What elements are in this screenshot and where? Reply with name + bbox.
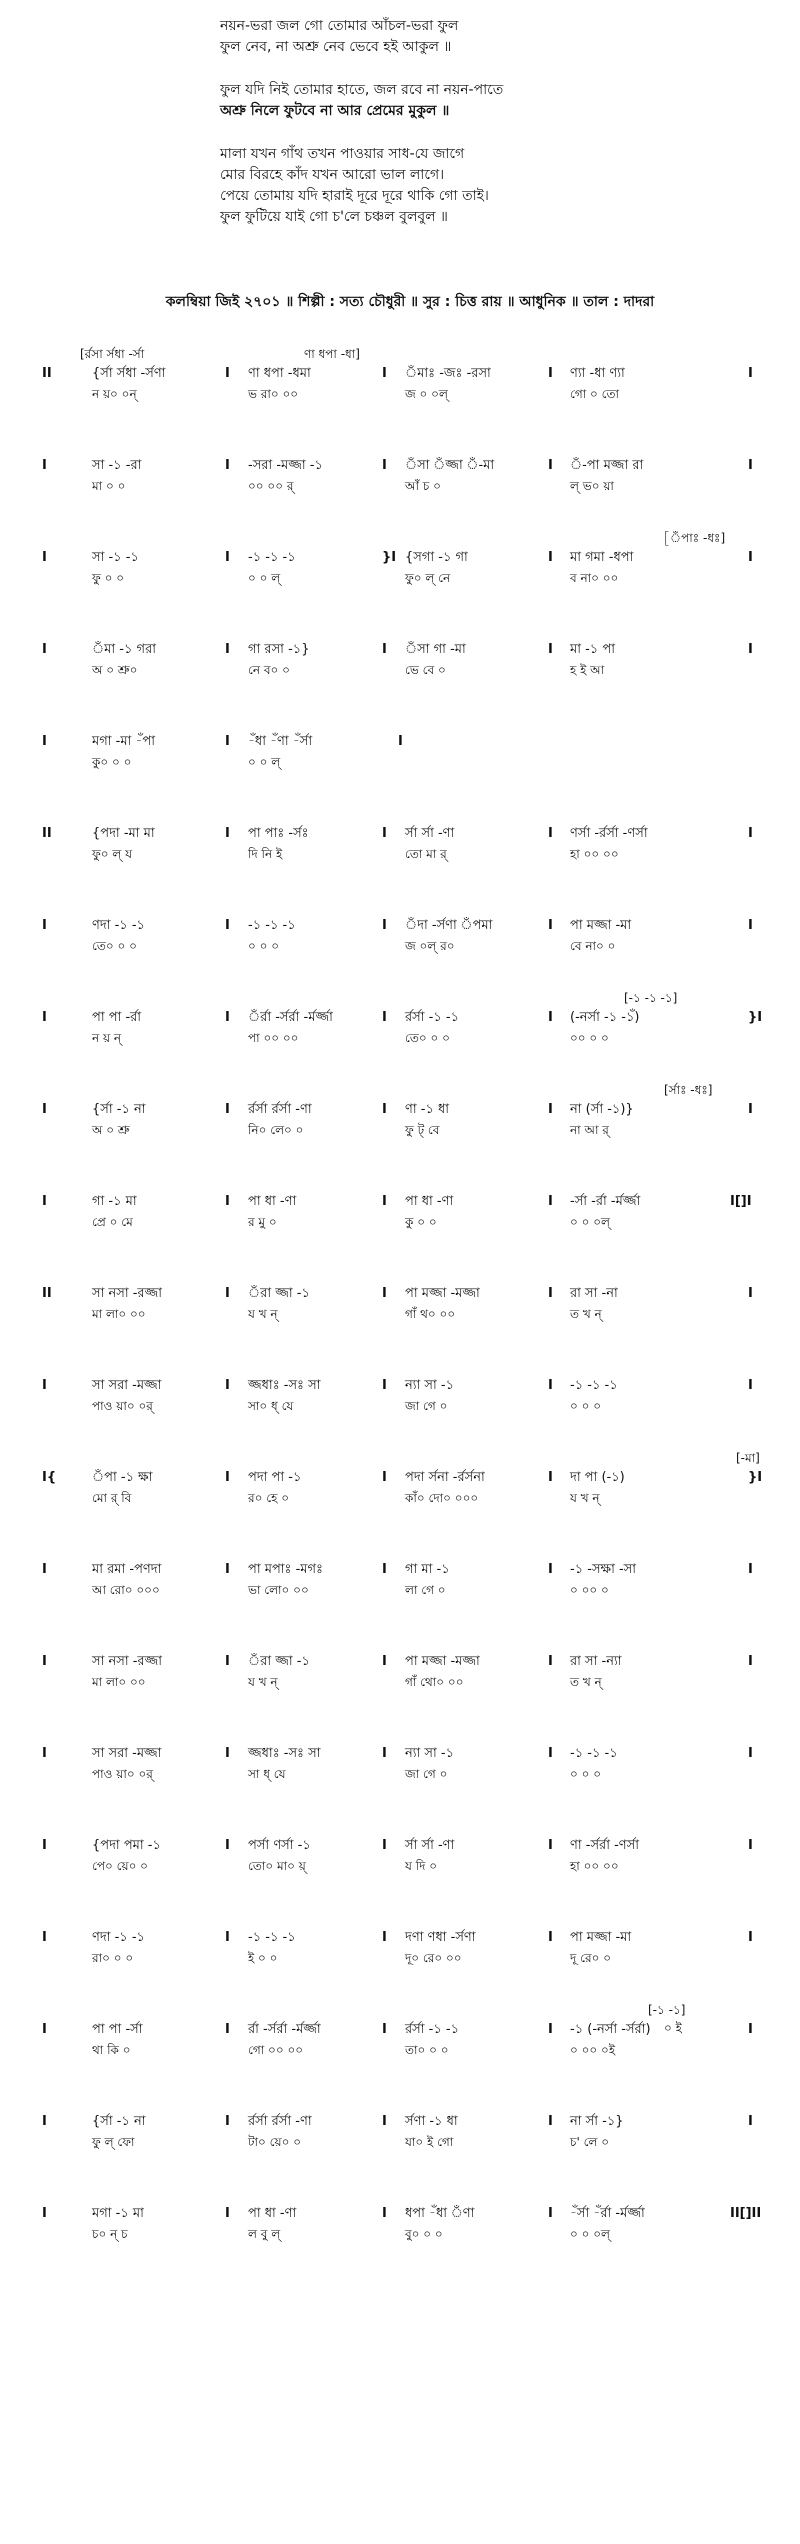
lyric-cell: ন য় ন্ bbox=[92, 1031, 122, 1045]
bar-line-end: I bbox=[748, 826, 753, 841]
bar-line: I bbox=[548, 2206, 553, 2221]
variant-annotation: [র্সাঃ -ধঃ] bbox=[664, 1083, 713, 1097]
bar-line: I bbox=[225, 1562, 230, 1577]
bar-line: I bbox=[382, 1838, 387, 1853]
bar-line-end: I bbox=[748, 1378, 753, 1393]
swara-cell: {সগা -১ গা bbox=[405, 550, 468, 565]
bar-line-end: }I bbox=[748, 1010, 763, 1025]
bar-line: I bbox=[548, 458, 553, 473]
swara-cell: ণা -১ ধা bbox=[405, 1102, 450, 1117]
swara-cell: পা মজ্জা -মজ্জা bbox=[405, 1286, 480, 1301]
swara-cell: পা পা -র্সা bbox=[92, 2022, 143, 2037]
lyric-cell: ০ ০ ০ল্ bbox=[570, 2227, 610, 2241]
lyric-cell: সা ধ্ যে bbox=[248, 1767, 286, 1781]
bar-line: I bbox=[548, 642, 553, 657]
swara-cell: ণর্সা -র্রর্সা -ণর্সা bbox=[570, 826, 648, 841]
swara-cell: পা মজ্জা -মা bbox=[570, 918, 632, 933]
lyric-cell: ০ ০০ ০ই bbox=[570, 2043, 616, 2057]
bar-line: I bbox=[382, 2206, 387, 2221]
swara-cell: গা -১ মা bbox=[92, 1194, 137, 1209]
swara-cell: -র্সা -র্রা -র্মর্জ্জা bbox=[570, 1194, 641, 1209]
swara-cell: সা -১ -রা bbox=[92, 458, 142, 473]
bar-line: I bbox=[225, 1746, 230, 1761]
bar-line-end: I bbox=[748, 1746, 753, 1761]
bar-line: I bbox=[548, 1470, 553, 1485]
lyric-cell: গো ০ তো bbox=[570, 387, 619, 401]
bar-line-end: I bbox=[748, 458, 753, 473]
variant-annotation: ০ ই bbox=[664, 2021, 682, 2035]
lyric-cell: অ ০ শ্রু০ bbox=[92, 663, 138, 677]
lyric-cell: আ রো০ ০০০ bbox=[92, 1583, 160, 1597]
lyric-cell: ভা লো০ ০০ bbox=[248, 1583, 309, 1597]
swara-cell: রা সা -না bbox=[570, 1286, 618, 1301]
lyric-cell: হা ০০ ০০ bbox=[570, 1859, 619, 1873]
bar-line-start: I bbox=[42, 1562, 47, 1577]
bar-line: }I bbox=[382, 550, 397, 565]
bar-line: I bbox=[548, 1378, 553, 1393]
swara-cell: মা -১ পা bbox=[570, 642, 615, 657]
lyric-cell: প্রে ০ মে bbox=[92, 1215, 133, 1229]
lyric-cell: ফু০ ল্ নে bbox=[405, 571, 451, 585]
bar-line-end: I bbox=[748, 550, 753, 565]
lyric-cell: র মু ০ bbox=[248, 1215, 277, 1229]
bar-line-start: I bbox=[42, 918, 47, 933]
swara-cell: জ্জধাঃ -সঃ সা bbox=[248, 1378, 321, 1393]
swara-cell: সা সরা -মজ্জা bbox=[92, 1746, 162, 1761]
swara-cell: ঁসা গা -মা bbox=[405, 642, 466, 657]
lyric-cell: চ' লে ০ bbox=[570, 2135, 610, 2149]
variant-annotation: ণা ধপা -ধা] bbox=[304, 347, 360, 361]
swara-cell: {র্সা -১ না bbox=[92, 1102, 146, 1117]
bar-line-start: I{ bbox=[42, 1470, 57, 1485]
bar-line: I bbox=[548, 1102, 553, 1117]
lyric-cell: ০ ০ ০ bbox=[570, 1399, 602, 1413]
lyric-cell: তো মা র্ bbox=[405, 847, 447, 861]
lyric-cell: ব না০ ০০ bbox=[570, 571, 619, 585]
lyric-cell: তে০ ০ ০ bbox=[92, 939, 137, 953]
bar-line-end: I bbox=[748, 1102, 753, 1117]
poem-stanza bbox=[220, 144, 740, 228]
poem-line: মোর বিরহে কাঁদ যখন আরো ভাল লাগে। bbox=[220, 167, 445, 183]
bar-line: I bbox=[225, 2022, 230, 2037]
bar-line: I bbox=[548, 1654, 553, 1669]
swara-cell: ঁসা ঁজ্জা ঁ-মা bbox=[405, 458, 495, 473]
lyric-cell: মা লা০ ০০ bbox=[92, 1675, 146, 1689]
bar-line-start: I bbox=[42, 1194, 47, 1209]
variant-annotation: [র্রসা র্সধা -র্সা bbox=[80, 347, 145, 361]
bar-line: I bbox=[548, 1930, 553, 1945]
bar-line-start: I bbox=[42, 1930, 47, 1945]
bar-line: I bbox=[548, 1838, 553, 1853]
bar-line: I bbox=[225, 1838, 230, 1853]
lyric-cell: ০ ০ ল্ bbox=[248, 571, 281, 585]
bar-line: I bbox=[382, 1010, 387, 1025]
lyric-cell: ০ ০ ০ল্ bbox=[570, 1215, 610, 1229]
swara-cell: পা ধা -ণা bbox=[248, 2206, 297, 2221]
swara-cell: ধপা -ঁধা ঁণা bbox=[405, 2206, 475, 2221]
bar-line-start: II bbox=[42, 826, 52, 841]
bar-line-start: I bbox=[42, 1838, 47, 1853]
lyric-cell: য খ ন্ bbox=[248, 1675, 278, 1689]
swara-cell: ণদা -১ -১ bbox=[92, 1930, 145, 1945]
variant-annotation: [-১ -১] bbox=[648, 2003, 686, 2017]
variant-annotation: [ঁপাঃ -ধঃ] bbox=[664, 531, 726, 545]
swara-cell: {র্সা -১ না bbox=[92, 2114, 146, 2129]
bar-line-end: I bbox=[748, 1562, 753, 1577]
swara-cell: পা পা -র্রা bbox=[92, 1010, 142, 1025]
lyric-cell: দি নি ই bbox=[248, 847, 283, 861]
lyric-cell: ল্ ভ০ য়া bbox=[570, 479, 614, 493]
swara-cell: -১ -১ -১ bbox=[248, 918, 296, 933]
lyric-cell: ফু ট্ বে bbox=[405, 1123, 440, 1137]
lyric-cell: চ০ ন্ চ bbox=[92, 2227, 128, 2241]
lyric-cell: রা০ ০ ০ bbox=[92, 1951, 134, 1965]
lyric-cell: জা গে ০ bbox=[405, 1399, 448, 1413]
swara-cell: মা গমা -ধপা bbox=[570, 550, 634, 565]
lyric-cell: যা০ ই গো bbox=[405, 2135, 454, 2149]
swara-cell: পর্সা ণর্সা -১ bbox=[248, 1838, 311, 1853]
poem-line: ফুল যদি নিই তোমার হাতে, জল রবে না নয়ন-পাতে bbox=[220, 82, 504, 98]
bar-line: I bbox=[548, 918, 553, 933]
swara-cell: পা মজ্জা -মজ্জা bbox=[405, 1654, 480, 1669]
bar-line: I bbox=[548, 1286, 553, 1301]
swara-cell: (-নর্সা -১ -১ঁ) bbox=[570, 1010, 640, 1025]
lyric-cell: গাঁ থো০ ০০ bbox=[405, 1675, 464, 1689]
swara-cell: ণা ধপা -ধমা bbox=[248, 366, 311, 381]
bar-line: I bbox=[225, 1286, 230, 1301]
swara-cell: সা -১ -১ bbox=[92, 550, 139, 565]
bar-line-start: I bbox=[42, 642, 47, 657]
poem-stanza bbox=[220, 16, 740, 58]
swara-cell: না র্সা -১} bbox=[570, 2114, 624, 2129]
lyric-cell: পাও য়া০ ০র্ bbox=[92, 1767, 153, 1781]
bar-line: I bbox=[225, 458, 230, 473]
bar-line: I bbox=[225, 1930, 230, 1945]
credits-line: কলম্বিয়া জিই ২৭০১ ॥ শিল্পী : সত্য চৌধুরী ॥ সুর : চিত্ত রায় ॥ আধুনিক ॥ তাল : দাদরা bbox=[165, 294, 655, 310]
bar-line-start: I bbox=[42, 1746, 47, 1761]
swara-cell: পা মপাঃ -মগঃ bbox=[248, 1562, 323, 1577]
swara-cell: {পদা -মা মা bbox=[92, 826, 155, 841]
bar-line-start: I bbox=[42, 550, 47, 565]
swara-cell: র্রা -র্সর্রা -র্মর্জ্জা bbox=[248, 2022, 321, 2037]
bar-line: I bbox=[382, 642, 387, 657]
lyric-cell: আঁ চ ০ bbox=[405, 479, 441, 493]
bar-line-end: I bbox=[748, 1286, 753, 1301]
swara-cell: দণা ণধা -র্সণা bbox=[405, 1930, 476, 1945]
lyric-cell: ভ রা০ ০০ bbox=[248, 387, 299, 401]
swara-cell: সা নসা -রজ্জা bbox=[92, 1654, 162, 1669]
swara-cell: ণদা -১ -১ bbox=[92, 918, 145, 933]
swara-cell: -সরা -মজ্জা -১ bbox=[248, 458, 323, 473]
swara-cell: র্সা র্সা -ণা bbox=[405, 826, 455, 841]
bar-line-end: I bbox=[748, 2114, 753, 2129]
bar-line: I bbox=[382, 1562, 387, 1577]
poem-line: ফুল নেব, না অশ্রু নেব ভেবে হই আকুল ॥ bbox=[220, 39, 452, 55]
swara-cell: র্রর্সা -১ -১ bbox=[405, 2022, 460, 2037]
lyric-cell: দূ রে০ ০ bbox=[570, 1951, 612, 1965]
bar-line: I bbox=[382, 1930, 387, 1945]
swara-cell: ন্যা সা -১ bbox=[405, 1378, 455, 1393]
bar-line-end: II[]II bbox=[730, 2206, 762, 2221]
swara-cell: রা সা -ন্যা bbox=[570, 1654, 622, 1669]
bar-line: I bbox=[225, 2114, 230, 2129]
swara-cell: র্রর্সা র্রর্সা -ণা bbox=[248, 1102, 312, 1117]
lyric-cell: জ ০ ০ল্ bbox=[405, 387, 448, 401]
lyric-cell: পে০ য়ে০ ০ bbox=[92, 1859, 148, 1873]
swara-cell: ঁমাঃ -জঃ -রসা bbox=[405, 366, 491, 381]
swara-cell: সা সরা -মজ্জা bbox=[92, 1378, 162, 1393]
lyric-cell: কু০ ০ ০ bbox=[92, 755, 132, 769]
bar-line-start: I bbox=[42, 1102, 47, 1117]
poem-line: নয়ন-ভরা জল গো তোমার আঁচল-ভরা ফুল bbox=[220, 18, 459, 34]
swara-cell: ঁদা -র্সণা ঁপমা bbox=[405, 918, 493, 933]
variant-annotation: [-১ -১ -১] bbox=[624, 991, 678, 1005]
lyric-cell: ফু ০ ০ bbox=[92, 571, 125, 585]
swara-cell: -ঁর্সা -ঁর্রা -র্মর্জ্জা bbox=[570, 2206, 645, 2221]
swara-cell: ন্যা সা -১ bbox=[405, 1746, 455, 1761]
lyric-cell: ল বু ল্ bbox=[248, 2227, 281, 2241]
bar-line: I bbox=[225, 734, 230, 749]
lyric-cell: ত খ ন্ bbox=[570, 1675, 602, 1689]
swara-cell: -১ -১ -১ bbox=[248, 550, 296, 565]
lyric-cell: সা০ ধ্ যে bbox=[248, 1399, 294, 1413]
swara-cell: মগা -মা -ঁপা bbox=[92, 734, 155, 749]
swara-cell: ণা -র্সর্রা -ণর্সা bbox=[570, 1838, 640, 1853]
swara-cell: র্রর্সা -১ -১ bbox=[405, 1010, 460, 1025]
lyric-cell: ফু ল্ ফো bbox=[92, 2135, 135, 2149]
lyric-cell: নে ব০ ০ bbox=[248, 663, 290, 677]
lyric-cell: জা গে ০ bbox=[405, 1767, 448, 1781]
bar-line-end: I bbox=[748, 1930, 753, 1945]
poem-line: ফুল ফুটিয়ে যাই গো চ'লে চঞ্চল বুলবুল ॥ bbox=[220, 209, 448, 225]
poem-line: মালা যখন গাঁথ তখন পাওয়ার সাধ-যে জাগে bbox=[220, 146, 465, 162]
bar-line: I bbox=[225, 1654, 230, 1669]
lyric-cell: য দি ০ bbox=[405, 1859, 438, 1873]
lyric-cell: র০ হে ০ bbox=[248, 1491, 290, 1505]
lyric-cell: জ ০ল্ র০ bbox=[405, 939, 455, 953]
lyric-cell: অ ০ শ্রু bbox=[92, 1123, 130, 1137]
swara-cell: -১ -সক্ষা -সা bbox=[570, 1562, 637, 1577]
bar-line-end: I bbox=[748, 2022, 753, 2037]
bar-line: I bbox=[382, 1194, 387, 1209]
bar-line: I bbox=[382, 1378, 387, 1393]
poem-line: পেয়ে তোমায় যদি হারাই দূরে দূরে থাকি গো তাই। bbox=[220, 188, 489, 204]
lyric-cell: দূ০ রে০ ০০ bbox=[405, 1951, 462, 1965]
bar-line: I bbox=[225, 1102, 230, 1117]
bar-line-start: II bbox=[42, 366, 52, 381]
poem-stanza bbox=[220, 80, 740, 122]
swara-cell: মা রমা -পণদা bbox=[92, 1562, 162, 1577]
lyric-cell: পাও য়া০ ০র্ bbox=[92, 1399, 153, 1413]
lyric-cell: হ ই আ bbox=[570, 663, 605, 677]
bar-line-end: I bbox=[748, 1838, 753, 1853]
bar-line: I bbox=[225, 366, 230, 381]
bar-line: I bbox=[548, 366, 553, 381]
lyric-cell: মো র্ বি bbox=[92, 1491, 132, 1505]
swara-cell: ঁরা জ্জা -১ bbox=[248, 1654, 310, 1669]
variant-annotation: [-মা] bbox=[736, 1451, 760, 1465]
lyric-cell: কু ০ ০ bbox=[405, 1215, 437, 1229]
swara-cell: গা রসা -১} bbox=[248, 642, 310, 657]
bar-line-start: I bbox=[42, 2114, 47, 2129]
bar-line: I bbox=[548, 550, 553, 565]
swara-cell: -১ -১ -১ bbox=[570, 1378, 618, 1393]
lyric-cell: পা ০০ ০০ bbox=[248, 1031, 299, 1045]
bar-line: I bbox=[548, 1010, 553, 1025]
lyric-cell: মা লা০ ০০ bbox=[92, 1307, 146, 1321]
swara-cell: র্রর্সা র্রর্সা -ণা bbox=[248, 2114, 312, 2129]
lyric-cell: ই ০ ০ bbox=[248, 1951, 278, 1965]
poem-line: অশ্রু নিলে ফুটবে না আর প্রেমের মুকুল ॥ bbox=[220, 103, 450, 119]
bar-line: I bbox=[548, 2114, 553, 2129]
swara-cell: ঁমা -১ গরা bbox=[92, 642, 156, 657]
swara-cell: পা ধা -ণা bbox=[248, 1194, 297, 1209]
lyric-cell: কাঁ০ দো০ ০০০ bbox=[405, 1491, 479, 1505]
lyric-cell: তো০ মা০ য়্ bbox=[248, 1859, 306, 1873]
bar-line: I bbox=[382, 366, 387, 381]
bar-line: I bbox=[548, 2022, 553, 2037]
lyric-cell: বু০ ০ ০ bbox=[405, 2227, 443, 2241]
lyric-cell: ০ ০ ০ bbox=[248, 939, 280, 953]
lyric-cell: থা কি ০ bbox=[92, 2043, 131, 2057]
swara-cell: {পদা পমা -১ bbox=[92, 1838, 161, 1853]
bar-line: I bbox=[382, 826, 387, 841]
poem-text bbox=[220, 16, 740, 250]
lyric-cell: ০০ ০ ০ bbox=[570, 1031, 609, 1045]
bar-line-end: I bbox=[748, 918, 753, 933]
lyric-cell: য খ ন্ bbox=[248, 1307, 278, 1321]
lyric-cell: বে না০ ০ bbox=[570, 939, 616, 953]
bar-line: I bbox=[548, 826, 553, 841]
swara-cell: না (র্সা -১)} bbox=[570, 1102, 634, 1117]
bar-line-end: I bbox=[398, 734, 403, 749]
bar-line-start: I bbox=[42, 1378, 47, 1393]
bar-line: I bbox=[225, 918, 230, 933]
lyric-cell: ০ ০০ ০ bbox=[570, 1583, 609, 1597]
bar-line: I bbox=[382, 1654, 387, 1669]
bar-line-end: I bbox=[748, 366, 753, 381]
lyric-cell: গো ০০ ০০ bbox=[248, 2043, 304, 2057]
bar-line-start: I bbox=[42, 458, 47, 473]
swara-cell: ঁপা -১ ক্ষা bbox=[92, 1470, 153, 1485]
bar-line-start: I bbox=[42, 1010, 47, 1025]
lyric-cell: ০০ ০০ র্ bbox=[248, 479, 294, 493]
swara-cell: পা ধা -ণা bbox=[405, 1194, 454, 1209]
lyric-cell: গাঁ থ০ ০০ bbox=[405, 1307, 456, 1321]
bar-line: I bbox=[548, 1562, 553, 1577]
lyric-cell: ন য়০ ০ন্ bbox=[92, 387, 137, 401]
swara-cell: -ঁধা -ঁণা -ঁর্সা bbox=[248, 734, 313, 749]
swara-cell: {র্সা র্সধা -র্সণা bbox=[92, 366, 166, 381]
bar-line: I bbox=[382, 918, 387, 933]
bar-line-end: I bbox=[748, 1654, 753, 1669]
swara-cell: পদা র্সনা -র্রর্সনা bbox=[405, 1470, 485, 1485]
swara-cell: -১ -১ -১ bbox=[248, 1930, 296, 1945]
bar-line: I bbox=[225, 1378, 230, 1393]
bar-line: I bbox=[548, 1194, 553, 1209]
lyric-cell: তে০ ০ ০ bbox=[405, 1031, 450, 1045]
lyric-cell: তা০ ০ ০ bbox=[405, 2043, 449, 2057]
bar-line: I bbox=[382, 2114, 387, 2129]
bar-line: I bbox=[225, 1010, 230, 1025]
bar-line: I bbox=[225, 2206, 230, 2221]
bar-line-start: II bbox=[42, 1286, 52, 1301]
swara-cell: -১ (-নর্সা -র্সর্রা) bbox=[570, 2022, 651, 2037]
swara-cell: সা নসা -রজ্জা bbox=[92, 1286, 162, 1301]
swara-cell: পা পাঃ -র্সঃ bbox=[248, 826, 309, 841]
bar-line: I bbox=[382, 1470, 387, 1485]
lyric-cell: না আ র্ bbox=[570, 1123, 609, 1137]
swara-cell: পা মজ্জা -মা bbox=[570, 1930, 632, 1945]
lyric-cell: টা০ য়ে০ ০ bbox=[248, 2135, 301, 2149]
lyric-cell: য খ ন্ bbox=[570, 1491, 600, 1505]
lyric-cell: হা ০০ ০০ bbox=[570, 847, 619, 861]
bar-line-end: I[]I bbox=[730, 1194, 752, 1209]
swara-cell: র্সা র্সা -ণা bbox=[405, 1838, 455, 1853]
bar-line: I bbox=[382, 1286, 387, 1301]
lyric-cell: লা গে ০ bbox=[405, 1583, 446, 1597]
bar-line-start: I bbox=[42, 2022, 47, 2037]
swara-cell: গা মা -১ bbox=[405, 1562, 450, 1577]
bar-line: I bbox=[225, 550, 230, 565]
bar-line: I bbox=[548, 1746, 553, 1761]
lyric-cell: ভে বে ০ bbox=[405, 663, 446, 677]
bar-line: I bbox=[225, 1470, 230, 1485]
swara-cell: র্সণা -১ ধা bbox=[405, 2114, 458, 2129]
bar-line-start: I bbox=[42, 1654, 47, 1669]
swara-cell: ণ্যা -ধা ণ্যা bbox=[570, 366, 625, 381]
bar-line: I bbox=[225, 642, 230, 657]
bar-line: I bbox=[225, 826, 230, 841]
bar-line: I bbox=[382, 2022, 387, 2037]
lyric-cell: মা ০ ০ bbox=[92, 479, 126, 493]
bar-line: I bbox=[382, 1746, 387, 1761]
swara-cell: জ্জধাঃ -সঃ সা bbox=[248, 1746, 321, 1761]
swara-cell: ঁরা জ্জা -১ bbox=[248, 1286, 310, 1301]
swara-cell: ঁর্রা -র্সর্রা -র্মর্জ্জা bbox=[248, 1010, 333, 1025]
lyric-cell: ০ ০ ল্ bbox=[248, 755, 281, 769]
lyric-cell: নি০ লে০ ০ bbox=[248, 1123, 304, 1137]
bar-line: I bbox=[382, 458, 387, 473]
bar-line: I bbox=[382, 1102, 387, 1117]
swara-cell: পদা পা -১ bbox=[248, 1470, 302, 1485]
bar-line: I bbox=[225, 1194, 230, 1209]
bar-line-end: I bbox=[748, 642, 753, 657]
bar-line-end: }I bbox=[748, 1470, 763, 1485]
lyric-cell: ফু০ ল্ য bbox=[92, 847, 133, 861]
swara-cell: মগা -১ মা bbox=[92, 2206, 144, 2221]
swara-cell: দা পা (-১) bbox=[570, 1470, 625, 1485]
lyric-cell: ত খ ন্ bbox=[570, 1307, 602, 1321]
swara-cell: -১ -১ -১ bbox=[570, 1746, 618, 1761]
lyric-cell: ০ ০ ০ bbox=[570, 1767, 602, 1781]
bar-line-start: I bbox=[42, 2206, 47, 2221]
bar-line-start: I bbox=[42, 734, 47, 749]
swara-cell: ঁ-পা মজ্জা রা bbox=[570, 458, 644, 473]
